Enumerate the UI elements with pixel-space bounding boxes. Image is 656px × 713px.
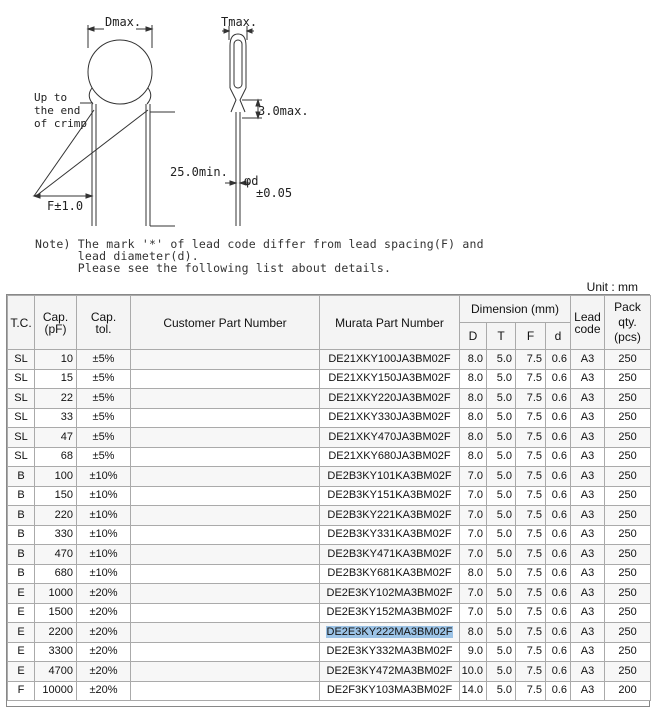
cell-tol: ±20% <box>77 623 131 643</box>
header-dimension: Dimension (mm) <box>460 296 571 323</box>
cell-dim-f: 7.5 <box>516 486 546 506</box>
cell-dim-f: 7.5 <box>516 584 546 604</box>
cell-dim-d-upper: 8.0 <box>460 564 487 584</box>
cell-customer-part <box>131 486 320 506</box>
cell-dim-d-upper: 8.0 <box>460 369 487 389</box>
table-row <box>8 681 651 701</box>
cell-dim-f: 7.5 <box>516 389 546 409</box>
cell-cap: 1500 <box>35 603 77 623</box>
cell-customer-part <box>131 623 320 643</box>
cell-pack-qty: 250 <box>605 662 651 682</box>
table-row <box>8 564 651 584</box>
header-murata-part-number: Murata Part Number <box>320 296 460 350</box>
cell-dim-d-lower: 0.6 <box>546 486 571 506</box>
cell-pack-qty: 250 <box>605 428 651 448</box>
cell-tc: F <box>8 681 35 701</box>
table-row <box>8 447 651 467</box>
header-dim-d-upper: D <box>460 323 487 350</box>
cell-murata-part: DE2E3KY332MA3BM02F <box>320 642 460 662</box>
cell-customer-part <box>131 545 320 565</box>
cell-dim-d-upper: 14.0 <box>460 681 487 701</box>
cell-customer-part <box>131 350 320 370</box>
cell-cap: 47 <box>35 428 77 448</box>
cell-dim-f: 7.5 <box>516 564 546 584</box>
cell-murata-part: DE21XKY100JA3BM02F <box>320 350 460 370</box>
header-dim-f: F <box>516 323 546 350</box>
cell-murata-part <box>320 623 460 643</box>
header-dim-d-lower: d <box>546 323 571 350</box>
cell-tc: SL <box>8 369 35 389</box>
cell-lead-code: A3 <box>571 369 605 389</box>
cell-tc: SL <box>8 350 35 370</box>
cell-murata-part: DE2F3KY103MA3BM02F <box>320 681 460 701</box>
cell-tol: ±20% <box>77 642 131 662</box>
cell-dim-t: 5.0 <box>487 545 516 565</box>
cell-dim-d-lower: 0.6 <box>546 662 571 682</box>
cell-cap: 10 <box>35 350 77 370</box>
cell-tc: E <box>8 662 35 682</box>
cell-dim-d-lower: 0.6 <box>546 681 571 701</box>
cell-dim-d-lower: 0.6 <box>546 467 571 487</box>
cell-dim-t: 5.0 <box>487 428 516 448</box>
cell-pack-qty: 250 <box>605 564 651 584</box>
cell-dim-f: 7.5 <box>516 623 546 643</box>
cell-tol: ±10% <box>77 545 131 565</box>
header-dim-t: T <box>487 323 516 350</box>
cell-tc: B <box>8 545 35 565</box>
cell-dim-d-lower: 0.6 <box>546 369 571 389</box>
cell-dim-t: 5.0 <box>487 467 516 487</box>
cell-dim-d-upper: 7.0 <box>460 525 487 545</box>
cell-tol: ±5% <box>77 447 131 467</box>
cell-pack-qty: 250 <box>605 350 651 370</box>
cell-dim-f: 7.5 <box>516 467 546 487</box>
cell-dim-f: 7.5 <box>516 350 546 370</box>
cell-dim-f: 7.5 <box>516 506 546 526</box>
table-row <box>8 369 651 389</box>
cell-tc: SL <box>8 428 35 448</box>
cell-dim-d-upper: 7.0 <box>460 584 487 604</box>
cell-customer-part <box>131 389 320 409</box>
cell-tol: ±5% <box>77 408 131 428</box>
cell-dim-d-upper: 8.0 <box>460 350 487 370</box>
cell-cap: 3300 <box>35 642 77 662</box>
cell-lead-code: A3 <box>571 623 605 643</box>
lead-length-label: 25.0min. <box>170 165 228 179</box>
cell-tc: E <box>8 623 35 643</box>
cell-dim-d-upper: 7.0 <box>460 467 487 487</box>
cell-dim-t: 5.0 <box>487 623 516 643</box>
cell-tc: SL <box>8 389 35 409</box>
cell-dim-f: 7.5 <box>516 369 546 389</box>
cell-dim-t: 5.0 <box>487 642 516 662</box>
cell-customer-part <box>131 506 320 526</box>
cell-dim-t: 5.0 <box>487 389 516 409</box>
cell-tol: ±20% <box>77 662 131 682</box>
cell-tol: ±20% <box>77 681 131 701</box>
cell-dim-f: 7.5 <box>516 642 546 662</box>
cell-lead-code: A3 <box>571 408 605 428</box>
cell-dim-d-lower: 0.6 <box>546 408 571 428</box>
cell-tc: E <box>8 603 35 623</box>
cell-tol: ±10% <box>77 467 131 487</box>
cell-tol: ±5% <box>77 350 131 370</box>
cell-dim-t: 5.0 <box>487 506 516 526</box>
cell-dim-d-upper: 7.0 <box>460 603 487 623</box>
cell-tol: ±20% <box>77 603 131 623</box>
table-row <box>8 506 651 526</box>
cell-tc: E <box>8 642 35 662</box>
cell-dim-f: 7.5 <box>516 545 546 565</box>
cell-murata-part: DE21XKY150JA3BM02F <box>320 369 460 389</box>
cell-dim-f: 7.5 <box>516 525 546 545</box>
header-cap-tol: Cap. tol. <box>77 296 131 350</box>
cell-dim-d-lower: 0.6 <box>546 428 571 448</box>
cell-pack-qty: 250 <box>605 486 651 506</box>
cell-cap: 330 <box>35 525 77 545</box>
cell-pack-qty: 250 <box>605 603 651 623</box>
cell-lead-code: A3 <box>571 389 605 409</box>
cell-dim-t: 5.0 <box>487 350 516 370</box>
cell-pack-qty: 250 <box>605 467 651 487</box>
cell-customer-part <box>131 467 320 487</box>
cell-tc: E <box>8 584 35 604</box>
cell-tc: B <box>8 564 35 584</box>
table-row <box>8 467 651 487</box>
header-cap: Cap. (pF) <box>35 296 77 350</box>
dmax-label: Dmax. <box>105 15 142 29</box>
tmax-label: Tmax. <box>221 15 258 29</box>
cell-tc: SL <box>8 408 35 428</box>
cell-customer-part <box>131 428 320 448</box>
cell-tol: ±10% <box>77 486 131 506</box>
table-row <box>8 545 651 565</box>
table-row <box>8 623 651 643</box>
f-tolerance-label: F±1.0 <box>47 199 84 213</box>
table-row <box>8 408 651 428</box>
crimp-label-line-1: Up to <box>34 91 68 104</box>
cell-murata-part: DE2B3KY681KA3BM02F <box>320 564 460 584</box>
cell-dim-d-lower: 0.6 <box>546 584 571 604</box>
table-row <box>8 584 651 604</box>
spec-table-container <box>6 294 650 707</box>
cell-cap: 4700 <box>35 662 77 682</box>
header-pack-qty: Pack qty. (pcs) <box>605 296 651 350</box>
highlighted-part-number[interactable]: DE2E3KY222MA3BM02F <box>326 625 453 638</box>
cell-pack-qty: 250 <box>605 525 651 545</box>
unit-label: Unit : mm <box>586 280 638 294</box>
cell-murata-part: DE2B3KY331KA3BM02F <box>320 525 460 545</box>
cell-pack-qty: 250 <box>605 545 651 565</box>
note-line-3: Please see the following list about details. <box>35 261 392 275</box>
cell-tc: B <box>8 525 35 545</box>
cell-dim-t: 5.0 <box>487 486 516 506</box>
cell-lead-code: A3 <box>571 506 605 526</box>
cell-murata-part: DE21XKY470JA3BM02F <box>320 428 460 448</box>
cell-customer-part <box>131 603 320 623</box>
table-row <box>8 662 651 682</box>
cell-pack-qty: 250 <box>605 584 651 604</box>
cell-cap: 1000 <box>35 584 77 604</box>
cell-cap: 220 <box>35 506 77 526</box>
cell-customer-part <box>131 408 320 428</box>
note-line-1: Note) The mark '*' of lead code differ from lead spacing(F) and <box>35 237 484 251</box>
cell-murata-part: DE2E3KY152MA3BM02F <box>320 603 460 623</box>
cell-dim-d-upper: 9.0 <box>460 642 487 662</box>
cell-lead-code: A3 <box>571 662 605 682</box>
cell-dim-t: 5.0 <box>487 369 516 389</box>
cell-tol: ±20% <box>77 584 131 604</box>
cell-cap: 470 <box>35 545 77 565</box>
cell-dim-d-lower: 0.6 <box>546 603 571 623</box>
cell-pack-qty: 250 <box>605 389 651 409</box>
cell-pack-qty: 200 <box>605 681 651 701</box>
cell-lead-code: A3 <box>571 564 605 584</box>
cell-cap: 68 <box>35 447 77 467</box>
crimp-label-line-3: of crimp <box>34 117 87 130</box>
cell-dim-d-lower: 0.6 <box>546 447 571 467</box>
cell-dim-t: 5.0 <box>487 447 516 467</box>
cell-dim-f: 7.5 <box>516 603 546 623</box>
cell-pack-qty: 250 <box>605 408 651 428</box>
cell-dim-t: 5.0 <box>487 681 516 701</box>
cell-customer-part <box>131 525 320 545</box>
cell-tc: SL <box>8 447 35 467</box>
cell-dim-d-lower: 0.6 <box>546 623 571 643</box>
cell-lead-code: A3 <box>571 525 605 545</box>
cell-tol: ±10% <box>77 525 131 545</box>
cell-dim-f: 7.5 <box>516 428 546 448</box>
cell-cap: 10000 <box>35 681 77 701</box>
cell-dim-d-lower: 0.6 <box>546 506 571 526</box>
cell-cap: 100 <box>35 467 77 487</box>
cell-lead-code: A3 <box>571 350 605 370</box>
table-row <box>8 525 651 545</box>
cell-customer-part <box>131 681 320 701</box>
cell-dim-t: 5.0 <box>487 564 516 584</box>
table-body <box>8 350 651 701</box>
cell-murata-part: DE2E3KY472MA3BM02F <box>320 662 460 682</box>
cell-lead-code: A3 <box>571 467 605 487</box>
cell-cap: 33 <box>35 408 77 428</box>
cell-dim-d-lower: 0.6 <box>546 564 571 584</box>
cell-dim-d-upper: 8.0 <box>460 428 487 448</box>
cell-murata-part: DE2B3KY151KA3BM02F <box>320 486 460 506</box>
cell-tol: ±10% <box>77 506 131 526</box>
cell-lead-code: A3 <box>571 681 605 701</box>
cell-dim-d-lower: 0.6 <box>546 350 571 370</box>
cell-murata-part: DE21XKY220JA3BM02F <box>320 389 460 409</box>
cell-cap: 15 <box>35 369 77 389</box>
cell-pack-qty: 250 <box>605 369 651 389</box>
cell-cap: 22 <box>35 389 77 409</box>
cell-customer-part <box>131 564 320 584</box>
header-customer-part-number: Customer Part Number <box>131 296 320 350</box>
crimp-label-line-2: the end <box>34 104 81 117</box>
cell-pack-qty: 250 <box>605 623 651 643</box>
cell-dim-d-upper: 8.0 <box>460 623 487 643</box>
cell-customer-part <box>131 584 320 604</box>
table-row <box>8 642 651 662</box>
cell-dim-d-lower: 0.6 <box>546 642 571 662</box>
crimp-height-label: 3.0max. <box>258 104 309 118</box>
lead-diameter-tolerance-label: ±0.05 <box>256 186 293 200</box>
cell-dim-f: 7.5 <box>516 447 546 467</box>
cell-pack-qty: 250 <box>605 447 651 467</box>
cell-cap: 150 <box>35 486 77 506</box>
cell-tol: ±5% <box>77 428 131 448</box>
header-tc: T.C. <box>8 296 35 350</box>
cell-lead-code: A3 <box>571 584 605 604</box>
cell-tc: B <box>8 506 35 526</box>
cell-customer-part <box>131 662 320 682</box>
cell-dim-d-upper: 8.0 <box>460 389 487 409</box>
cell-pack-qty: 250 <box>605 506 651 526</box>
cell-dim-d-upper: 7.0 <box>460 545 487 565</box>
cell-dim-d-upper: 8.0 <box>460 408 487 428</box>
cell-customer-part <box>131 642 320 662</box>
cell-tol: ±5% <box>77 389 131 409</box>
cell-tc: B <box>8 467 35 487</box>
cell-murata-part: DE21XKY680JA3BM02F <box>320 447 460 467</box>
cell-tol: ±5% <box>77 369 131 389</box>
table-row <box>8 389 651 409</box>
cell-lead-code: A3 <box>571 428 605 448</box>
cell-dim-t: 5.0 <box>487 584 516 604</box>
cell-dim-f: 7.5 <box>516 681 546 701</box>
table-row <box>8 428 651 448</box>
cell-murata-part: DE21XKY330JA3BM02F <box>320 408 460 428</box>
cell-dim-t: 5.0 <box>487 408 516 428</box>
cell-dim-d-upper: 7.0 <box>460 486 487 506</box>
cell-lead-code: A3 <box>571 642 605 662</box>
cell-dim-t: 5.0 <box>487 603 516 623</box>
cell-customer-part <box>131 447 320 467</box>
cell-dim-d-upper: 7.0 <box>460 506 487 526</box>
cell-murata-part: DE2B3KY221KA3BM02F <box>320 506 460 526</box>
cell-dim-d-lower: 0.6 <box>546 525 571 545</box>
cell-tol: ±10% <box>77 564 131 584</box>
cell-customer-part <box>131 369 320 389</box>
cell-dim-f: 7.5 <box>516 408 546 428</box>
cell-dim-d-upper: 10.0 <box>460 662 487 682</box>
cell-lead-code: A3 <box>571 545 605 565</box>
cell-dim-f: 7.5 <box>516 662 546 682</box>
cell-cap: 2200 <box>35 623 77 643</box>
cell-lead-code: A3 <box>571 486 605 506</box>
note-line-2: lead diameter(d). <box>35 249 199 263</box>
cell-dim-t: 5.0 <box>487 662 516 682</box>
table-row <box>8 603 651 623</box>
cell-dim-t: 5.0 <box>487 525 516 545</box>
lead-diameter-label: φd <box>244 174 259 188</box>
spec-table <box>7 295 651 701</box>
cell-murata-part: DE2B3KY471KA3BM02F <box>320 545 460 565</box>
table-header <box>8 296 651 350</box>
table-row <box>8 486 651 506</box>
header-lead-code: Lead code <box>571 296 605 350</box>
cell-dim-d-lower: 0.6 <box>546 389 571 409</box>
cell-lead-code: A3 <box>571 603 605 623</box>
cell-cap: 680 <box>35 564 77 584</box>
cell-murata-part: DE2B3KY101KA3BM02F <box>320 467 460 487</box>
cell-dim-d-lower: 0.6 <box>546 545 571 565</box>
cell-pack-qty: 250 <box>605 642 651 662</box>
cell-lead-code: A3 <box>571 447 605 467</box>
cell-dim-d-upper: 8.0 <box>460 447 487 467</box>
table-row <box>8 350 651 370</box>
cell-tc: B <box>8 486 35 506</box>
cell-murata-part: DE2E3KY102MA3BM02F <box>320 584 460 604</box>
